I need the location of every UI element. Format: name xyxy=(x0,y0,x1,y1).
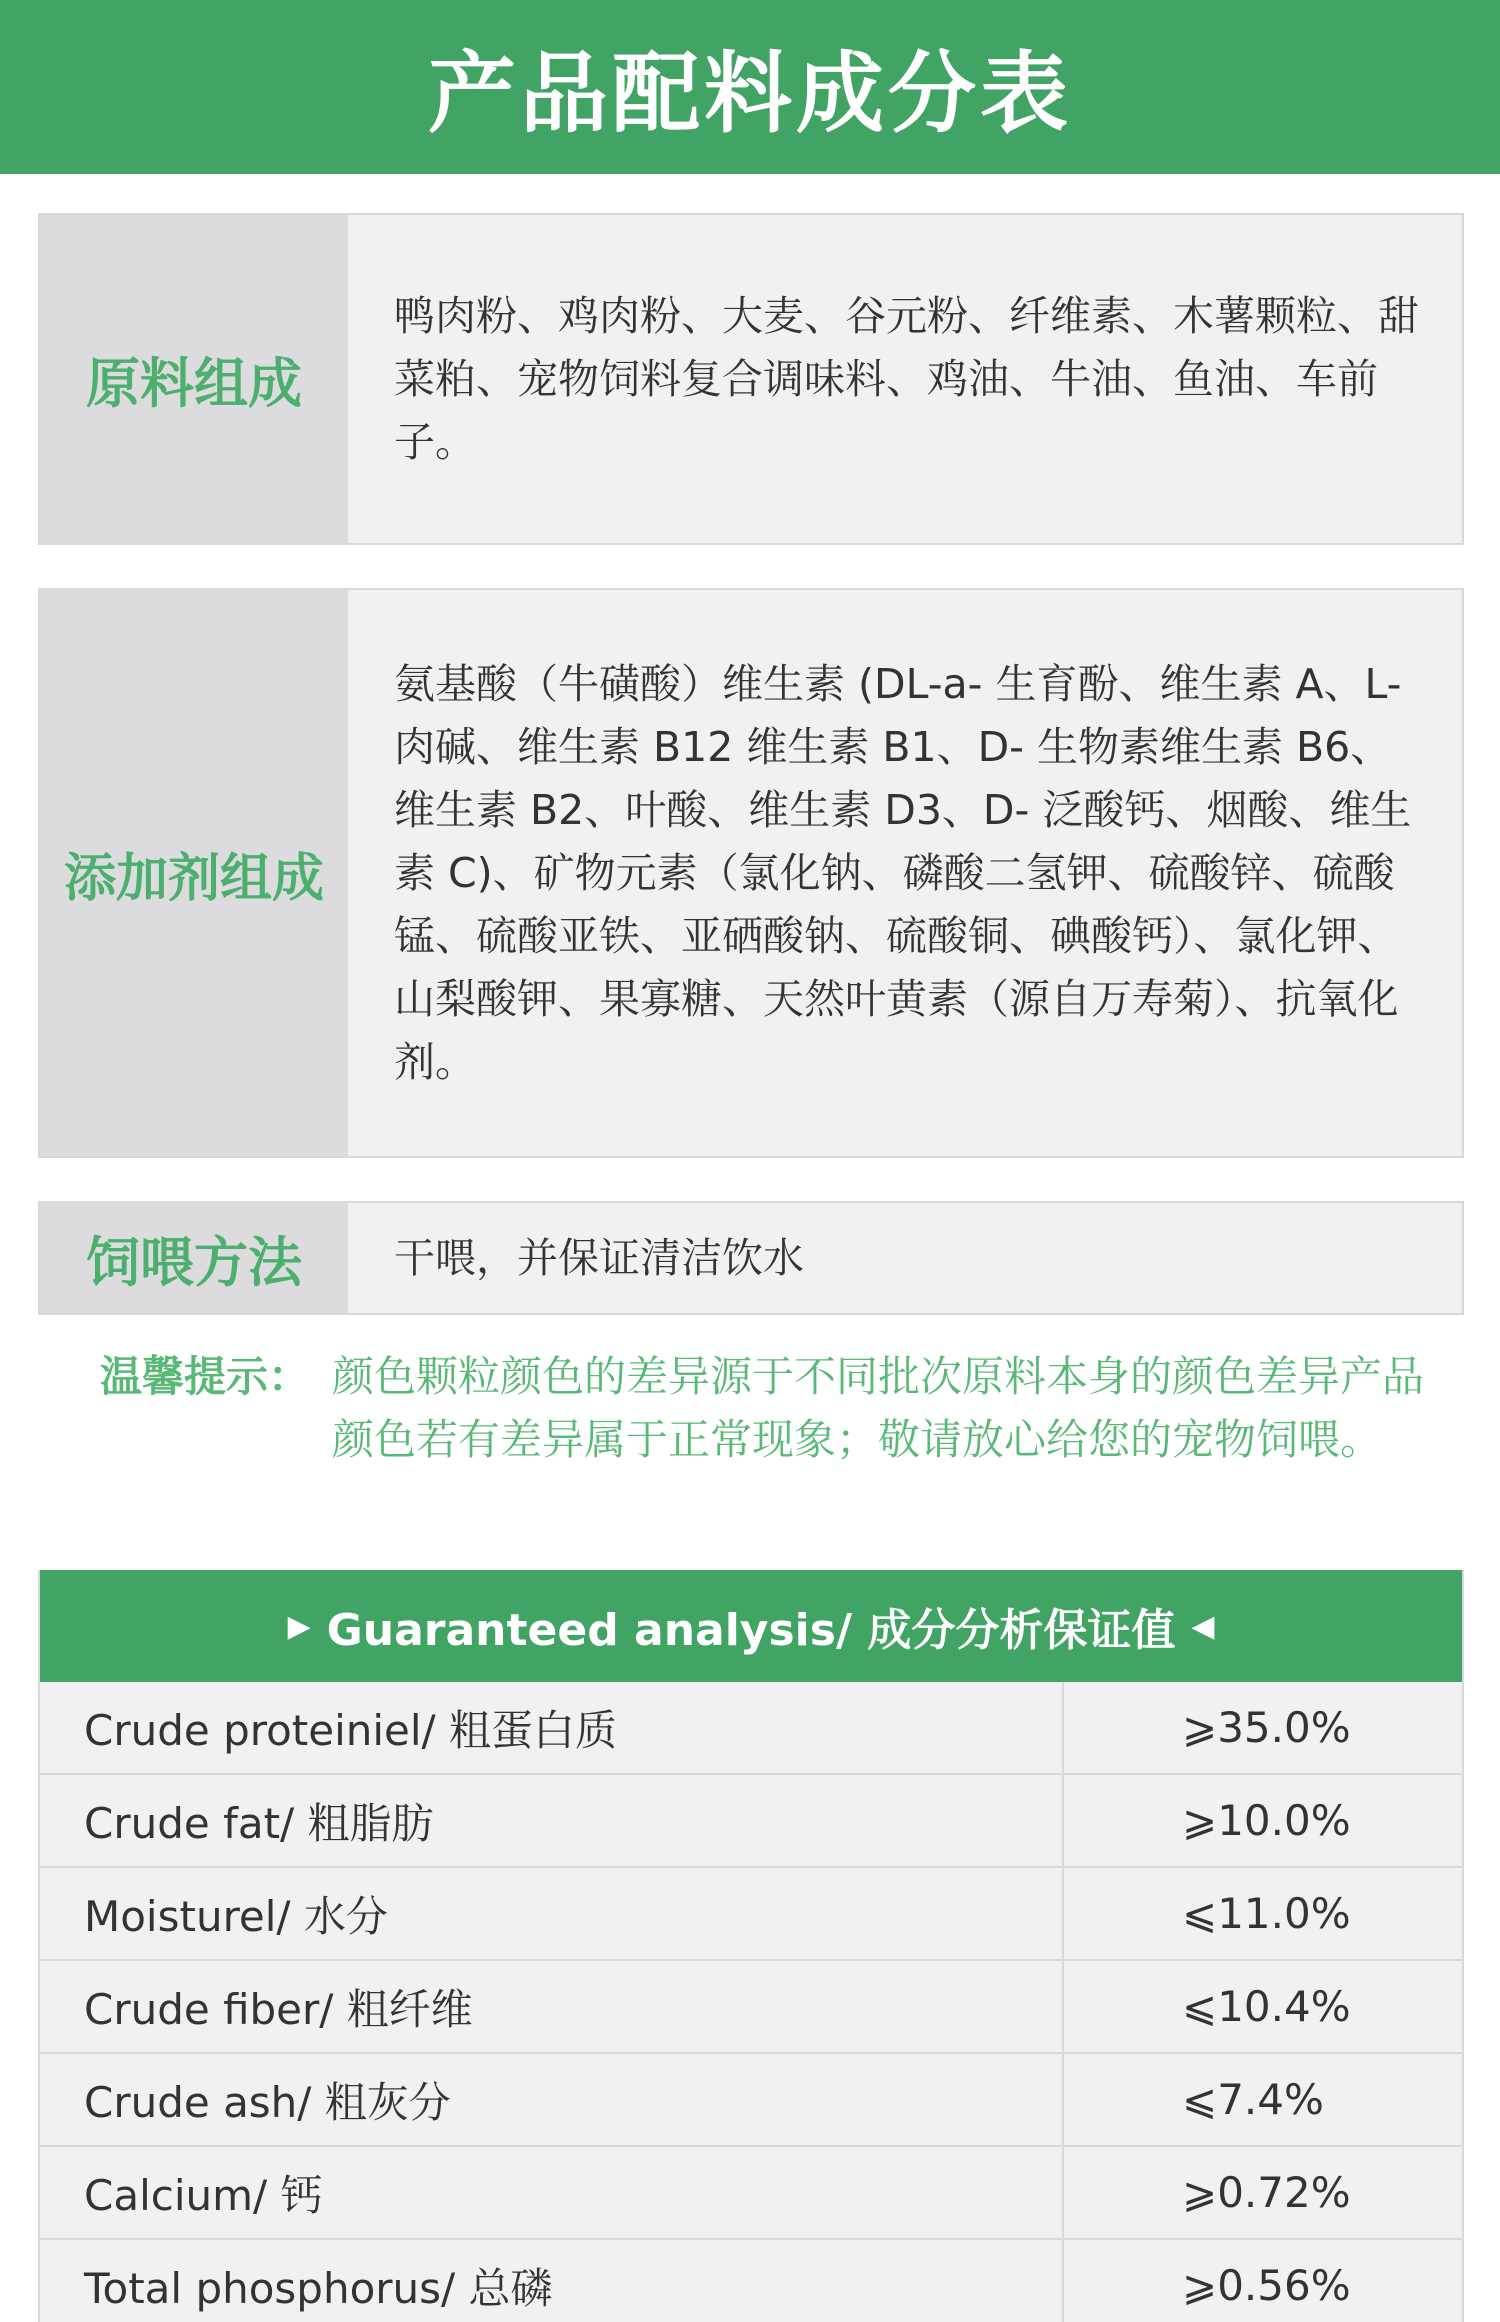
tip-text: 颜色颗粒颜色的差异源于不同批次原料本身的颜色差异产品颜色若有差异属于正常现象；敬请放心给您的宠物饲喂。 xyxy=(332,1352,1425,1464)
nutrient-value: ⩾35.0% xyxy=(1182,1703,1351,1752)
nutrient-value: ⩾0.72% xyxy=(1182,2168,1351,2217)
title-banner xyxy=(0,0,1500,174)
ingredients-text: 鸭肉粉、鸡肉粉、大麦、谷元粉、纤维素、木薯颗粒、甜菜粕、宠物饲料复合调味料、鸡油、牛油、鱼油、车前子。 xyxy=(394,291,1419,466)
nutrient-name: Crude fiber/ 粗纤维 xyxy=(40,1961,1064,2052)
nutrient-name: Moisturel/ 水分 xyxy=(40,1868,1064,1959)
nutrient-value: ⩽7.4% xyxy=(1182,2075,1324,2124)
additives-panel xyxy=(38,588,1464,1158)
table-row xyxy=(40,1775,1462,1868)
nutrient-name: Crude proteiniel/ 粗蛋白质 xyxy=(40,1682,1064,1773)
feeding-text: 干喂，并保证清洁饮水 xyxy=(394,1233,804,1282)
triangle-right-icon: ▶ xyxy=(287,1608,311,1644)
tip-label: 温馨提示： xyxy=(100,1352,311,1401)
tip-notice xyxy=(100,1345,1450,1471)
ingredients-label: 原料组成 xyxy=(40,215,348,543)
analysis-header xyxy=(40,1570,1462,1682)
table-row xyxy=(40,2054,1462,2147)
nutrient-value: ⩾10.0% xyxy=(1182,1796,1351,1845)
ingredients-panel xyxy=(38,213,1464,545)
nutrient-name: Crude ash/ 粗灰分 xyxy=(40,2054,1064,2145)
nutrient-value: ⩾0.56% xyxy=(1182,2261,1351,2310)
additives-text: 氨基酸（牛磺酸）维生素 (DL-a- 生育酚、维生素 A、L- 肉碱、维生素 B12 维生素 B1、D- 生物素维生素 B6、维生素 B2、叶酸、维生素 D3、D- 泛酸钙、烟酸、维生素 C)、矿物元素（氯化钠、磷酸二氢钾、硫酸锌、硫酸锰、硫酸亚铁、亚硒酸钠、硫酸铜、碘酸钙）、氯化钾、山梨酸钾、果寡糖、天然叶黄素（源自万寿菊）、抗氧化剂。 xyxy=(394,659,1412,1086)
triangle-left-icon: ◀ xyxy=(1191,1608,1215,1644)
nutrient-name: Crude fat/ 粗脂肪 xyxy=(40,1775,1064,1866)
additives-label: 添加剂组成 xyxy=(40,590,348,1156)
table-row xyxy=(40,1961,1462,2054)
nutrient-value: ⩽11.0% xyxy=(1182,1889,1351,1938)
table-row xyxy=(40,2147,1462,2240)
table-row xyxy=(40,1868,1462,1961)
nutrient-value: ⩽10.4% xyxy=(1182,1982,1351,2031)
guaranteed-analysis-table xyxy=(38,1570,1464,2322)
analysis-title: Guaranteed analysis/ 成分分析保证值 xyxy=(326,1605,1176,1656)
feeding-panel xyxy=(38,1201,1464,1315)
table-row xyxy=(40,2240,1462,2322)
nutrient-name: Calcium/ 钙 xyxy=(40,2147,1064,2238)
feeding-label: 饲喂方法 xyxy=(40,1203,348,1313)
nutrient-name: Total phosphorus/ 总磷 xyxy=(40,2240,1064,2322)
table-row xyxy=(40,1682,1462,1775)
page-title: 产品配料成分表 xyxy=(427,42,1072,145)
